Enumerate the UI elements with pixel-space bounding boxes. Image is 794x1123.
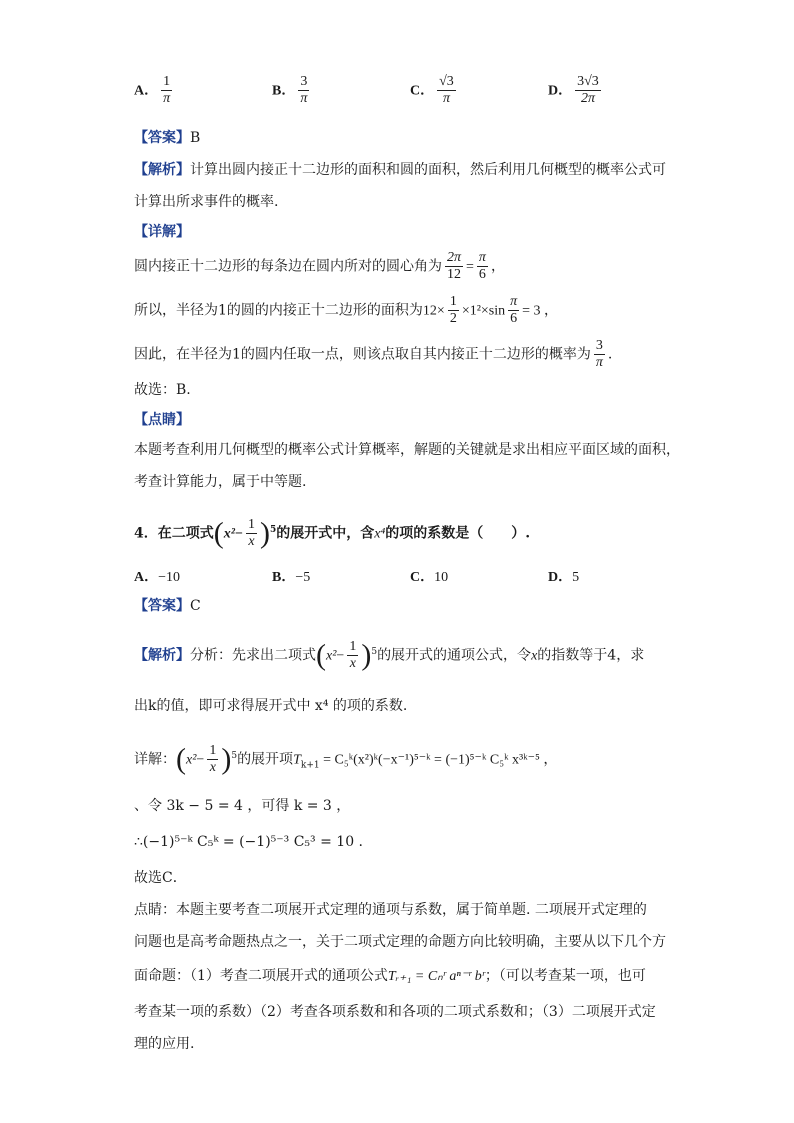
q3-comment-line-2: 考查计算能力，属于中等题. <box>134 474 307 490</box>
q4-comment-line-3: 面命题：（1）考查二项展开式的通项公式Tᵣ₊₁ = Cₙʳ aⁿ⁻ʳ bʳ；（可以考查某一项，也可 <box>134 968 646 984</box>
q3-analysis-line-1: 【解析】计算出圆内接正十二边形的面积和圆的面积，然后利用几何概型的概率公式可 <box>134 162 666 178</box>
q3-option-d: D． $\frac{3√3}{2\pi}$ <box>548 74 599 106</box>
q4-analysis-line-1: 【解析】分析：先求出二项式(x²− $\frac{1}{x}$ )$^5$的展开式的通项公式，令x的指数等于4，求 <box>134 638 645 672</box>
q4-comment-line-1: 点睛：本题主要考查二项展开式定理的通项与系数，属于简单题. 二项展开式定理的 <box>134 902 647 918</box>
q3-choose: 故选：B. <box>134 382 191 398</box>
q3-option-b: B． $\frac{3}{\pi}$ <box>272 74 308 106</box>
q4-choose: 故选C． <box>134 870 187 886</box>
q4-detail: 详解：(x²− $\frac{1}{x}$ )$^5$的展开项$T_{k+1}$ = C₅ᵏ(x²)ᵏ(−x⁻¹)⁵⁻ᵏ = (−1)⁵⁻ᵏ C₅ᵏ x³ᵏ⁻⁵ ， <box>134 742 558 776</box>
q4-stem: 4．在二项式(x²− $\frac{1}{x}$ )$^5$的展开式中，含x⁴的项的系数是（ ）. <box>134 516 531 550</box>
q3-comment-line-1: 本题考查利用几何概型的概率公式计算概率，解题的关键就是求出相应平面区域的面积， <box>134 442 680 458</box>
q3-detail-tag: 【详解】 <box>134 224 190 240</box>
q3-option-c: C． $\frac{√3}{\pi}$ <box>410 74 454 106</box>
q3-comment-tag: 【点睛】 <box>134 412 190 428</box>
q4-option-c: C．10 <box>410 570 449 585</box>
q4-answer: 【答案】C <box>134 598 201 614</box>
q4-option-b: B．−5 <box>272 570 311 585</box>
analysis-tag: 【解析】 <box>134 162 190 178</box>
q4-comment-line-2: 问题也是高考命题热点之一，关于二项式定理的命题方向比较明确，主要从以下几个方 <box>134 934 666 950</box>
q3-analysis-line-2: 计算出所求事件的概率. <box>134 194 279 210</box>
answer-tag: 【答案】 <box>134 130 190 146</box>
q4-analysis-line-2: 出k的值，即可求得展开式中 x⁴ 的项的系数. <box>134 698 408 714</box>
q4-line-k: 、令 3k − 5 = 4 ，可得 k = 3 ， <box>134 798 351 814</box>
q4-option-d: D．5 <box>548 570 580 585</box>
q4-option-a: A．−10 <box>134 570 181 585</box>
q4-line-result: ∴(−1)⁵⁻ᵏ C₅ᵏ = (−1)⁵⁻³ C₅³ = 10 . <box>134 834 363 850</box>
q3-detail-line-2: 所以，半径为1的圆的内接正十二边形的面积为12× $\frac{1}{2}$ ×1²×sin $\frac{\pi}{6}$ = 3 ， <box>134 294 559 326</box>
q4-comment-line-5: 理的应用. <box>134 1036 195 1052</box>
q3-option-a: A． $\frac{1}{\pi}$ <box>134 74 171 106</box>
q3-detail-line-3: 因此，在半径为1的圆内任取一点，则该点取自其内接正十二边形的概率为 $\frac{3}{\pi}$ . <box>134 338 613 370</box>
q3-detail-line-1: 圆内接正十二边形的每条边在圆内所对的圆心角为 $\frac{2\pi}{12}$ = $\frac{\pi}{6}$ ， <box>134 250 505 282</box>
q4-comment-line-4: 考查某一项的系数）（2）考查各项系数和和各项的二项式系数和；（3）二项展开式定 <box>134 1004 656 1020</box>
answer-value: B <box>190 130 201 146</box>
q3-answer <box>134 128 200 148</box>
